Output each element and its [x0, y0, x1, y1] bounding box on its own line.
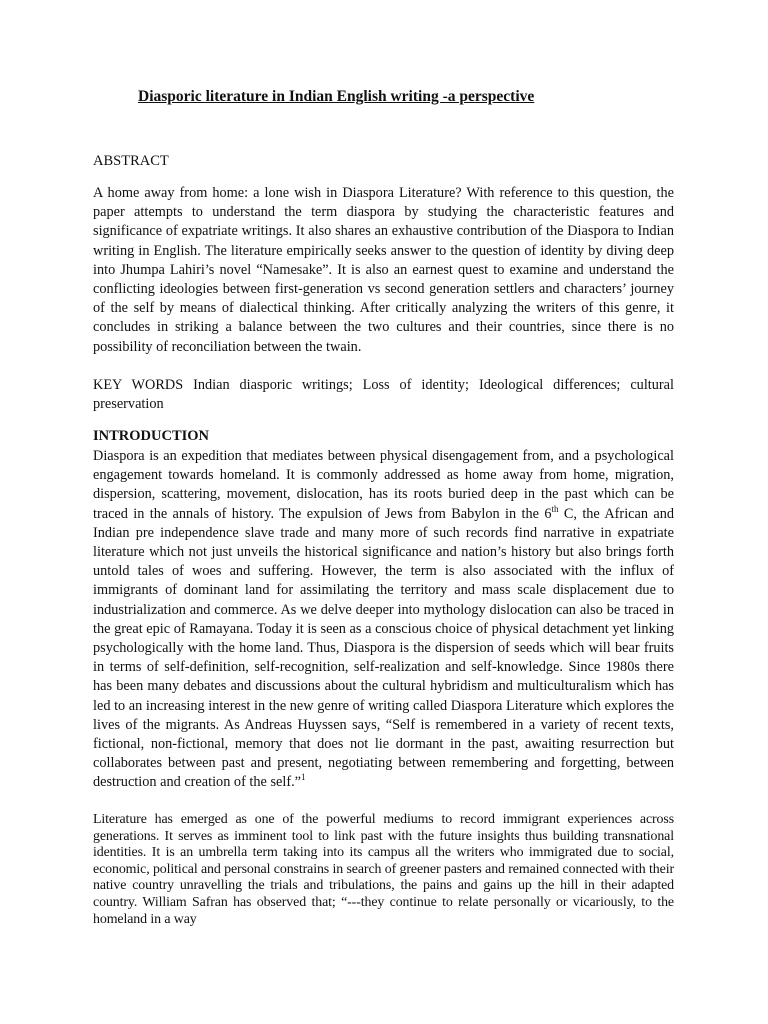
ordinal-superscript: th	[551, 503, 559, 514]
introduction-heading: INTRODUCTION	[93, 428, 210, 444]
intro-text-part-1: Diaspora is an expedition that mediates between physical disengagement from, and a psychological engagement towards homeland. It is commonly addressed as home away from home, migration, dispersion, scattering, movement, dislocation, has its roots buried deep in the past which can be traced in the annals of history. The expulsion of Jews from Babylon in the 6	[93, 448, 674, 522]
introduction-paragraph	[93, 447, 674, 793]
page-title: Diasporic literature in Indian English writing -a perspective	[138, 88, 535, 105]
intro-text-part-2: C, the African and Indian pre independence slave trade and many more of such records find narrative in expatriate literature which not just unveils the historical significance and nation’s history but also brings forth untold tales of woes and suffering. However, the term is also associated with the influx of immigrants of dominant land for assimilating the territory and mass scale displacement due to industrialization and commerce. As we delve deeper into mythology dislocation can also be traced in the great epic of Ramayana. Today it is seen as a conscious choice of physical detachment yet linking psychologically with the home land. Thus, Diaspora is the dispersion of seeds which will bear fruits in terms of self-definition, self-recognition, self-realization and self-knowledge. Since 1980s there has been many debates and discussions about the cultural hybridism and multiculturalism which has led to an increasing interest in the new genre of writing called Diaspora Literature which explores the lives of the migrants. As Andreas Huyssen says, “Self is remembered in a variety of recent texts, fictional, non-fictional, memory that does not lie dormant in the past, awaiting resurrection but collaborates between past and present, negotiating between remembering and forgetting, between destruction and creation of the self.”	[93, 505, 674, 791]
abstract-heading: ABSTRACT	[93, 153, 169, 169]
footnote-marker[interactable]: 1	[301, 772, 306, 783]
abstract-paragraph: A home away from home: a lone wish in Diaspora Literature? With reference to this question, the paper attempts to understand the term diaspora by studying the characteristic features and significance of expatriate writings. It also shares an exhaustive contribution of the Diaspora to Indian writing in English. The literature empirically seeks answer to the question of identity by diving deep into Jhumpa Lahiri’s novel “Namesake”. It is also an earnest quest to examine and understand the conflicting ideologies between first-generation vs second generation settlers and characters’ journey of the self by means of dialectical thinking. After critically analyzing the writers of this genre, it concludes in striking a balance between the two cultures and their countries, since there is no possibility of reconciliation between the twain.	[93, 185, 674, 355]
keywords-line: KEY WORDS Indian diasporic writings; Loss of identity; Ideological differences; cultural preservation	[93, 377, 674, 413]
body-paragraph: Literature has emerged as one of the powerful mediums to record immigrant experiences across generations. It serves as imminent tool to link past with the future insights thus building transnational identities. It is an umbrella term taking into its campus all the writers who immigrated due to social, economic, political and personal constrains in search of greener pasters and remained connected with their native country unravelling the trials and tribulations, the pains and gains up the hill in their adapted country. William Safran has observed that; “---they continue to relate personally or vicariously, to the homeland in a way	[93, 812, 674, 927]
